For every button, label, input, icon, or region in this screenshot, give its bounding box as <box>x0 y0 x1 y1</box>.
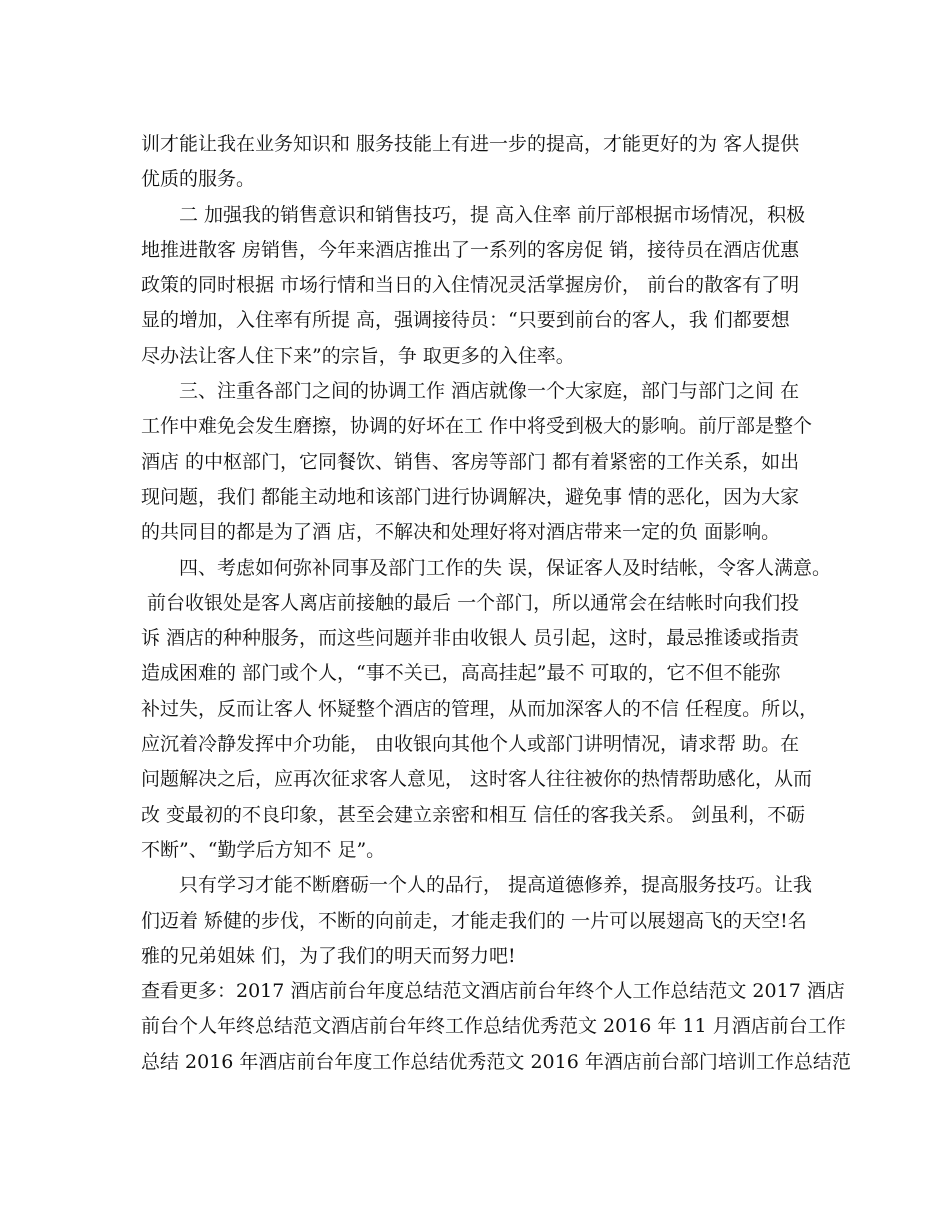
text-line: 优质的服务。 <box>141 168 256 191</box>
text-line: 地推进散客 房销售，今年来酒店推出了一系列的客房促 销，接待员在酒店优惠 <box>141 238 800 261</box>
text-line: 尽办法让客人住下来”的宗旨，争 取更多的入住率。 <box>141 344 575 367</box>
text-line: 补过失，反而让客人 怀疑整个酒店的管理，从而加深客人的不信 任程度。所以， <box>141 697 819 720</box>
text-line: 应沉着冷静发挥中介功能， 由收银向其他个人或部门讲明情况，请求帮 助。在 <box>141 733 800 756</box>
text-line: 们迈着 矫健的步伐，不断的向前走，才能走我们的 一片可以展翅高飞的天空!名 <box>141 909 807 932</box>
document-body <box>141 127 851 1080</box>
text-line: 政策的同时根据 市场行情和当日的入住情况灵活掌握房价， 前台的散客有了明 <box>141 274 800 297</box>
text-line: 总结 2016 年酒店前台年度工作总结优秀范文 2016 年酒店前台部门培训工作总结范 <box>141 1050 851 1073</box>
text-line: 工作中难免会发生磨擦，协调的好坏在工 作中将受到极大的影响。前厅部是整个 <box>141 415 813 438</box>
text-line: 前台收银处是客人离店前接触的最后 一个部门，所以通常会在结帐时向我们投 <box>141 591 800 614</box>
text-line: 的共同目的都是为了酒 店，不解决和处理好将对酒店带来一定的负 面影响。 <box>141 521 781 544</box>
paragraph <box>141 868 821 974</box>
text-line: 二 加强我的销售意识和销售技巧，提 高入住率 前厅部根据市场情况，积极 <box>179 203 806 226</box>
text-line: 造成困难的 部门或个人，“事不关已，高高挂起”最不 可取的，它不但不能弥 <box>141 662 781 685</box>
text-line: 改 变最初的不良印象，甚至会建立亲密和相互 信任的客我关系。 剑虽利，不砺 <box>141 803 806 826</box>
text-line: 雅的兄弟姐妹 们，为了我们的明天而努力吧! <box>141 944 516 967</box>
text-line: 只有学习才能不断磨砺一个人的品行， 提高道德修养，提高服务技巧。让我 <box>179 874 813 897</box>
text-line: 问题解决之后，应再次征求客人意见， 这时客人往往被你的热情帮助感化，从而 <box>141 768 813 791</box>
text-line: 前台个人年终总结范文酒店前台年终工作总结优秀范文 2016 年 11 月酒店前台工作 <box>141 1015 846 1038</box>
paragraph <box>141 374 821 550</box>
paragraph <box>141 198 821 374</box>
text-line: 三、注重各部门之间的协调工作 酒店就像一个大家庭，部门与部门之间 在 <box>179 380 800 403</box>
text-line: 现问题，我们 都能主动地和该部门进行协调解决，避免事 情的恶化，因为大家 <box>141 485 800 508</box>
paragraph <box>141 551 832 869</box>
text-line: 四、考虑如何弥补同事及部门工作的失 误，保证客人及时结帐，令客人满意。 <box>179 556 832 579</box>
text-line: 显的增加，入住率有所提 高，强调接待员：“只要到前台的客人，我 们都要想 <box>141 309 790 332</box>
text-line: 酒店 的中枢部门，它同餐饮、销售、客房等部门 都有着紧密的工作关系，如出 <box>141 450 800 473</box>
text-line: 诉 酒店的种种服务，而这些问题并非由收银人 员引起，这时，最忌推诿或指责 <box>141 627 800 650</box>
text-line: 不断”、“勤学后方知不 足”。 <box>141 838 386 861</box>
text-line: 训才能让我在业务知识和 服务技能上有进一步的提高，才能更好的为 客人提供 <box>141 133 800 155</box>
paragraph <box>141 974 851 1080</box>
paragraph <box>141 127 821 198</box>
text-line: 查看更多：2017 酒店前台年度总结范文酒店前台年终个人工作总结范文 2017 酒店 <box>141 980 845 1003</box>
